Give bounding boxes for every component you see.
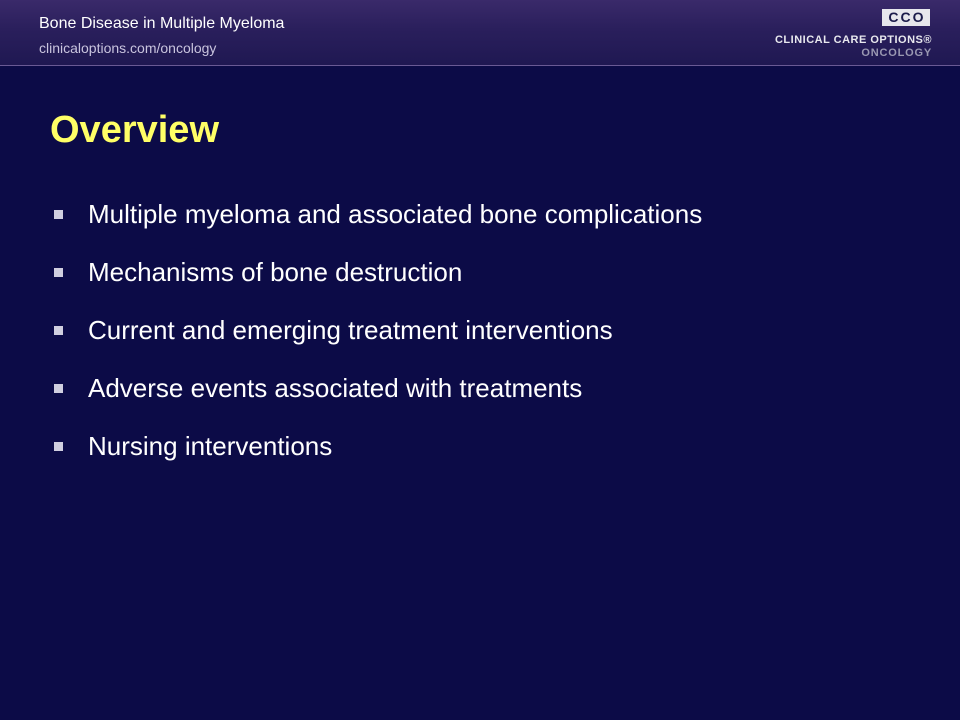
bullet-item xyxy=(54,253,702,291)
logo-subtitle: ONCOLOGY xyxy=(861,47,932,59)
badge-letter: C xyxy=(888,9,899,25)
slide-title: Overview xyxy=(50,109,219,151)
square-bullet-icon xyxy=(54,210,63,219)
logo-brand-name: CLINICAL CARE OPTIONS® xyxy=(774,34,932,46)
bullet-text: Nursing interventions xyxy=(88,431,333,461)
square-bullet-icon xyxy=(54,442,63,451)
header-title: Bone Disease in Multiple Myeloma xyxy=(39,15,285,32)
square-bullet-icon xyxy=(54,326,63,335)
bullet-text: Current and emerging treatment interventions xyxy=(88,315,613,345)
clinical-care-options-logo xyxy=(774,9,932,59)
badge-letter: C xyxy=(900,9,911,25)
bullet-item xyxy=(54,369,702,407)
header-url: clinicaloptions.com/oncology xyxy=(39,40,217,56)
square-bullet-icon xyxy=(54,384,63,393)
cco-badge-icon xyxy=(882,9,930,26)
badge-letter: O xyxy=(912,9,924,25)
slide-header xyxy=(0,0,960,66)
bullet-text: Multiple myeloma and associated bone complications xyxy=(88,199,703,229)
bullet-text: Mechanisms of bone destruction xyxy=(88,257,463,287)
bullet-item xyxy=(54,195,702,233)
bullet-text: Adverse events associated with treatments xyxy=(88,373,583,403)
bullet-item xyxy=(54,427,702,465)
bullet-item xyxy=(54,311,702,349)
square-bullet-icon xyxy=(54,268,63,277)
bullet-list xyxy=(54,195,702,485)
